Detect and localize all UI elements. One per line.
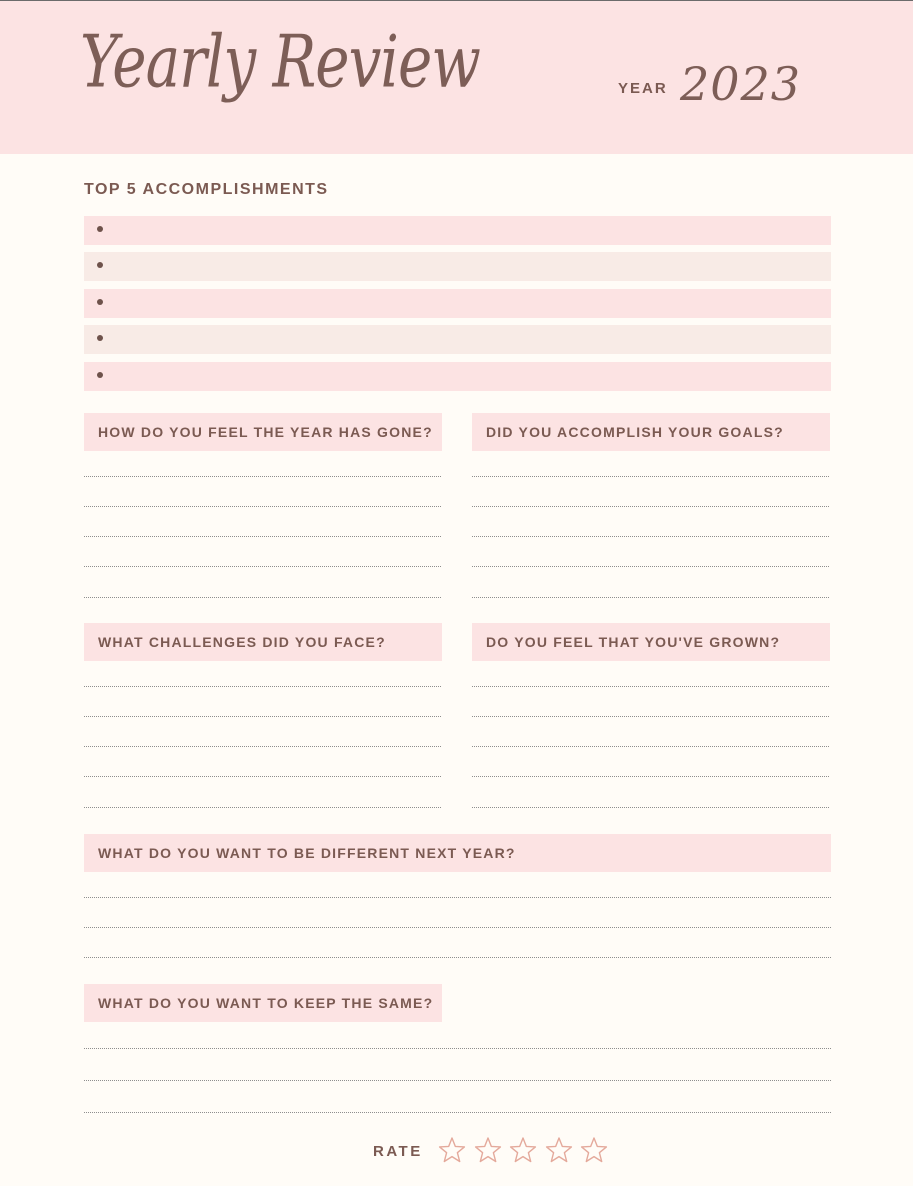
answer-line[interactable]	[84, 536, 441, 537]
star-icon[interactable]	[438, 1136, 466, 1164]
answer-line[interactable]	[84, 566, 441, 567]
bullet-icon	[97, 226, 103, 232]
accomplishment-row-5[interactable]	[84, 362, 831, 391]
answer-line[interactable]	[84, 476, 441, 477]
star-icon[interactable]	[580, 1136, 608, 1164]
question-keep-same: WHAT DO YOU WANT TO KEEP THE SAME?	[84, 984, 442, 1022]
answer-line[interactable]	[84, 686, 441, 687]
bullet-icon	[97, 372, 103, 378]
accomplishment-row-4[interactable]	[84, 325, 831, 354]
star-icon[interactable]	[545, 1136, 573, 1164]
bullet-icon	[97, 262, 103, 268]
year-label: YEAR	[618, 80, 668, 97]
answer-line[interactable]	[84, 597, 441, 598]
year-value: 2023	[680, 57, 802, 111]
answer-line[interactable]	[84, 957, 831, 958]
accomplishment-row-2[interactable]	[84, 252, 831, 281]
answer-line[interactable]	[472, 716, 829, 717]
bullet-icon	[97, 299, 103, 305]
star-icon[interactable]	[509, 1136, 537, 1164]
answer-line[interactable]	[84, 1048, 831, 1049]
answer-line[interactable]	[472, 807, 829, 808]
answer-line[interactable]	[84, 746, 441, 747]
accomplishment-row-3[interactable]	[84, 289, 831, 318]
answer-line[interactable]	[84, 1080, 831, 1081]
question-goals: DID YOU ACCOMPLISH YOUR GOALS?	[472, 413, 830, 451]
rate-label: RATE	[373, 1143, 423, 1160]
question-grown: DO YOU FEEL THAT YOU'VE GROWN?	[472, 623, 830, 661]
answer-line[interactable]	[84, 897, 831, 898]
accomplishments-title: TOP 5 ACCOMPLISHMENTS	[84, 181, 329, 198]
answer-line[interactable]	[84, 927, 831, 928]
question-different-next-year: WHAT DO YOU WANT TO BE DIFFERENT NEXT YEAR?	[84, 834, 831, 872]
answer-line[interactable]	[84, 716, 441, 717]
answer-line[interactable]	[472, 746, 829, 747]
answer-line[interactable]	[472, 686, 829, 687]
answer-line[interactable]	[472, 566, 829, 567]
answer-line[interactable]	[472, 776, 829, 777]
answer-line[interactable]	[472, 476, 829, 477]
bullet-icon	[97, 335, 103, 341]
answer-line[interactable]	[472, 597, 829, 598]
answer-line[interactable]	[84, 506, 441, 507]
star-icon[interactable]	[474, 1136, 502, 1164]
answer-line[interactable]	[84, 1112, 831, 1113]
question-challenges: WHAT CHALLENGES DID YOU FACE?	[84, 623, 442, 661]
header-banner	[0, 1, 913, 154]
question-year-gone: HOW DO YOU FEEL THE YEAR HAS GONE?	[84, 413, 442, 451]
accomplishment-row-1[interactable]	[84, 216, 831, 245]
answer-line[interactable]	[84, 807, 441, 808]
answer-line[interactable]	[472, 506, 829, 507]
answer-line[interactable]	[84, 776, 441, 777]
answer-line[interactable]	[472, 536, 829, 537]
page-title: Yearly Review	[80, 19, 480, 104]
